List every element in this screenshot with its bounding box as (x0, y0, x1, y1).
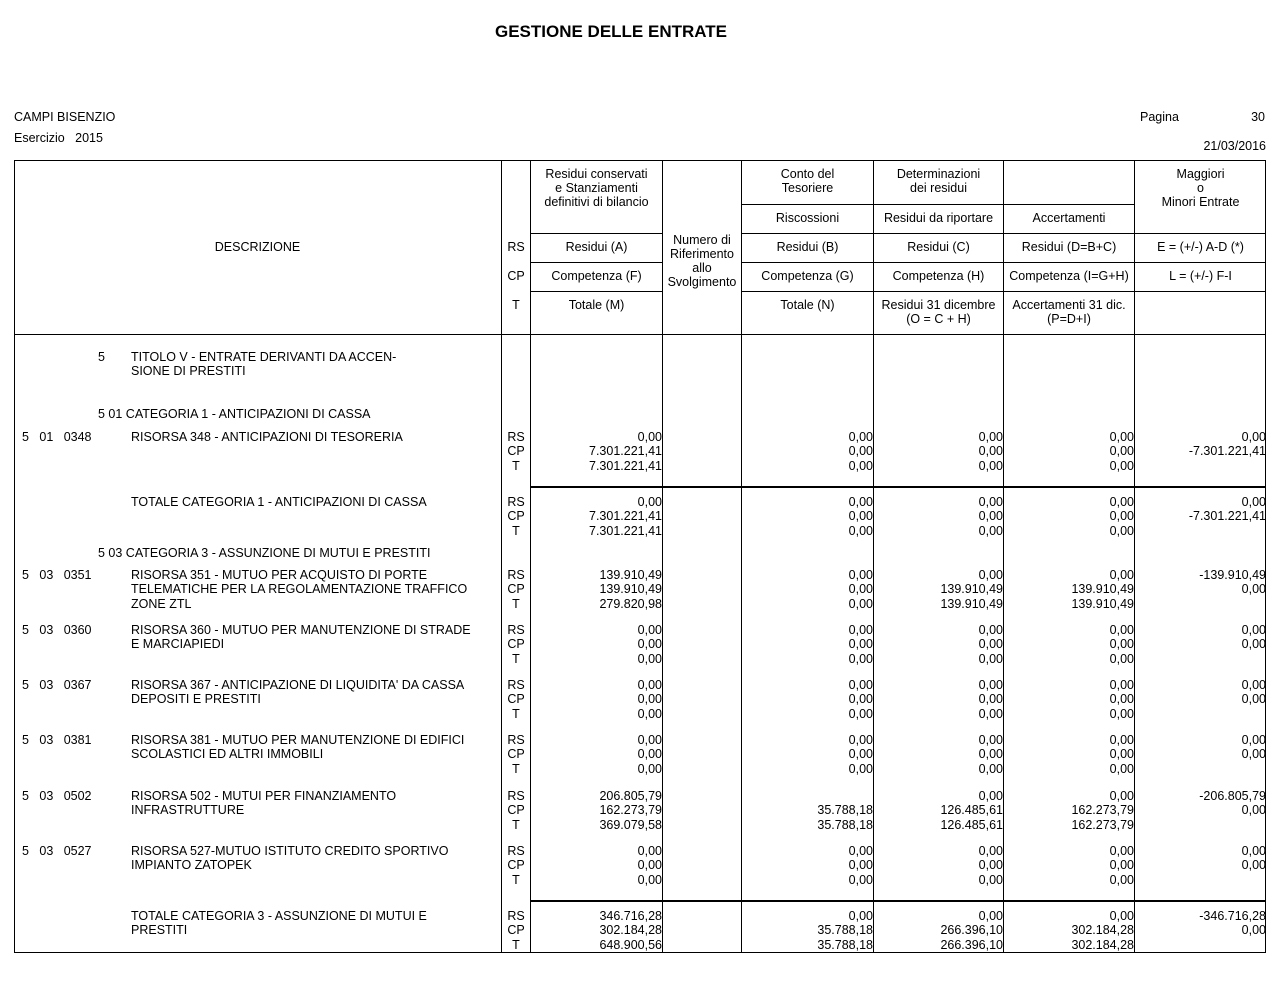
value-e-cp: 0,00 (1241, 692, 1266, 707)
value-d-rs: 0,00 (1109, 733, 1134, 747)
row-description: TELEMATICHE PER LA REGOLAMENTAZIONE TRAFFICO (131, 582, 468, 597)
value-a-t: 369.079,58 (599, 817, 662, 832)
value-a-cp: 7.301.221,41 (589, 509, 662, 524)
header-col-d-cp: Competenza (I=G+H) (1009, 269, 1129, 283)
value-b-rs: 0,00 (848, 568, 873, 582)
value-d-rs: 0,00 (1109, 568, 1134, 582)
value-c-rs: 0,00 (978, 568, 1003, 582)
value-b-cp: 0,00 (848, 444, 873, 459)
value-d-t: 0,00 (1109, 523, 1134, 538)
value-b-cp: 0,00 (848, 582, 873, 597)
row-type-t: T (512, 523, 520, 538)
value-c-cp: 0,00 (978, 509, 1003, 524)
value-a-cp: 0,00 (637, 747, 662, 762)
header-line: Tesoriere (781, 181, 834, 195)
header-col-d-t (1004, 298, 1134, 326)
value-b-cp: 35.788,18 (817, 923, 873, 938)
row-code: 5 03 0351 (22, 568, 92, 582)
value-c-rs: 0,00 (978, 733, 1003, 747)
value-d-t: 0,00 (1109, 458, 1134, 473)
row-type-cp: CP (507, 582, 525, 597)
value-a-t: 0,00 (637, 651, 662, 666)
row-description: DEPOSITI E PRESTITI (131, 692, 261, 707)
category-1-heading: 5 01 CATEGORIA 1 - ANTICIPAZIONI DI CASSA (98, 407, 371, 421)
value-b-cp: 0,00 (848, 747, 873, 762)
row-description: RISORSA 381 - MUTUO PER MANUTENZIONE DI EDIFICI (131, 733, 465, 747)
value-d-rs: 0,00 (1109, 623, 1134, 637)
esercizio-label: Esercizio (14, 131, 65, 145)
value-e-rs: -206.805,79 (1199, 789, 1266, 803)
value-d-cp: 0,00 (1109, 747, 1134, 762)
header-col-b-sub: Riscossioni (775, 211, 840, 225)
value-c-rs: 0,00 (978, 909, 1003, 923)
header-divider (742, 204, 1134, 205)
header-col-a-cp: Competenza (F) (551, 269, 642, 283)
row-description: RISORSA 351 - MUTUO PER ACQUISTO DI PORTE (131, 568, 428, 582)
value-d-t: 0,00 (1109, 706, 1134, 721)
value-c-rs: 0,00 (978, 678, 1003, 692)
header-line: Accertamenti 31 dic. (1012, 298, 1126, 312)
value-b-t: 35.788,18 (817, 937, 873, 952)
value-b-t: 0,00 (848, 596, 873, 611)
value-a-rs: 0,00 (637, 430, 662, 444)
titolo-line: TITOLO V - ENTRATE DERIVANTI DA ACCEN- (131, 350, 397, 364)
value-a-t: 7.301.221,41 (589, 458, 662, 473)
value-b-rs: 0,00 (848, 495, 873, 509)
row-description: RISORSA 360 - MUTUO PER MANUTENZIONE DI STRADE (131, 623, 471, 637)
header-rs: RS (507, 240, 525, 254)
row-type-t: T (512, 761, 520, 776)
row-description: IMPIANTO ZATOPEK (131, 858, 252, 873)
value-d-rs: 0,00 (1109, 789, 1134, 803)
value-a-cp: 162.273,79 (599, 803, 662, 818)
titolo-line: SIONE DI PRESTITI (131, 364, 246, 379)
row-code: 5 03 0502 (22, 789, 92, 803)
row-type-rs: RS (507, 789, 525, 803)
value-c-cp: 0,00 (978, 444, 1003, 459)
value-a-cp: 7.301.221,41 (589, 444, 662, 459)
row-type-t: T (512, 817, 520, 832)
row-type-rs: RS (507, 568, 525, 582)
value-e-cp: -7.301.221,41 (1188, 509, 1266, 524)
row-code: 5 01 0348 (22, 430, 92, 444)
row-type-t: T (512, 706, 520, 721)
value-b-rs: 0,00 (848, 430, 873, 444)
value-d-rs: 0,00 (1109, 678, 1134, 692)
value-a-cp: 0,00 (637, 637, 662, 652)
value-a-rs: 206.805,79 (599, 789, 662, 803)
row-type-rs: RS (507, 430, 525, 444)
value-a-cp: 302.184,28 (599, 923, 662, 938)
header-col-e-cp: L = (+/-) F-I (1169, 269, 1232, 283)
value-d-rs: 0,00 (1109, 844, 1134, 858)
row-type-t: T (512, 872, 520, 887)
value-d-cp: 0,00 (1109, 858, 1134, 873)
row-type-cp: CP (507, 923, 525, 938)
value-d-cp: 139.910,49 (1071, 582, 1134, 597)
value-b-t: 0,00 (848, 523, 873, 538)
report-date: 21/03/2016 (1203, 139, 1266, 153)
value-b-t: 0,00 (848, 651, 873, 666)
header-line: Residui 31 dicembre (881, 298, 996, 312)
row-description: TOTALE CATEGORIA 1 - ANTICIPAZIONI DI CASSA (131, 495, 427, 509)
value-c-rs: 0,00 (978, 789, 1003, 803)
ente-name: CAMPI BISENZIO (14, 110, 116, 124)
value-c-t: 126.485,61 (940, 817, 1003, 832)
total-separator (531, 486, 1266, 488)
value-c-rs: 0,00 (978, 623, 1003, 637)
row-code: 5 03 0381 (22, 733, 92, 747)
value-c-cp: 126.485,61 (940, 803, 1003, 818)
header-col-a-rs: Residui (A) (565, 240, 628, 254)
value-b-rs: 0,00 (848, 909, 873, 923)
value-e-rs: -139.910,49 (1199, 568, 1266, 582)
value-b-t: 0,00 (848, 458, 873, 473)
esercizio (14, 131, 103, 145)
value-c-t: 0,00 (978, 523, 1003, 538)
report-title: GESTIONE DELLE ENTRATE (494, 22, 728, 41)
row-code: 5 03 0367 (22, 678, 92, 692)
titolo-text (131, 350, 396, 379)
row-type-t: T (512, 458, 520, 473)
row-description: SCOLASTICI ED ALTRI IMMOBILI (131, 747, 324, 762)
value-d-cp: 0,00 (1109, 444, 1134, 459)
row-description: RISORSA 348 - ANTICIPAZIONI DI TESORERIA (131, 430, 403, 444)
header-col-b-rs: Residui (B) (776, 240, 839, 254)
header-divider (531, 291, 662, 292)
header-col-b-cp: Competenza (G) (761, 269, 854, 283)
header-bottom-line (14, 334, 1266, 335)
header-line: (P=D+I) (1047, 312, 1091, 326)
row-type-rs: RS (507, 623, 525, 637)
value-a-t: 0,00 (637, 706, 662, 721)
esercizio-value: 2015 (75, 131, 103, 145)
header-divider (531, 262, 662, 263)
value-c-t: 0,00 (978, 872, 1003, 887)
header-col-c-t (874, 298, 1003, 326)
header-col-b-t: Totale (N) (780, 298, 835, 312)
row-type-cp: CP (507, 637, 525, 652)
row-description: INFRASTRUTTURE (131, 803, 245, 818)
value-d-t: 302.184,28 (1071, 937, 1134, 952)
row-type-rs: RS (507, 495, 525, 509)
total-separator (531, 900, 1266, 902)
row-type-cp: CP (507, 803, 525, 818)
row-description: RISORSA 527-MUTUO ISTITUTO CREDITO SPORTIVO (131, 844, 449, 858)
value-b-rs: 0,00 (848, 733, 873, 747)
value-c-cp: 266.396,10 (940, 923, 1003, 938)
value-a-rs: 0,00 (637, 733, 662, 747)
value-a-rs: 346.716,28 (599, 909, 662, 923)
header-line: allo (692, 261, 712, 275)
header-descrizione: DESCRIZIONE (214, 240, 301, 254)
header-cp: CP (507, 269, 525, 283)
value-b-rs: 0,00 (848, 678, 873, 692)
row-type-cp: CP (507, 692, 525, 707)
page-number: 30 (1251, 110, 1265, 124)
value-c-rs: 0,00 (978, 430, 1003, 444)
value-c-t: 0,00 (978, 458, 1003, 473)
value-b-t: 0,00 (848, 872, 873, 887)
value-e-rs: 0,00 (1241, 678, 1266, 692)
header-divider (742, 262, 1265, 263)
value-a-cp: 139.910,49 (599, 582, 662, 597)
value-c-t: 266.396,10 (940, 937, 1003, 952)
value-d-t: 139.910,49 (1071, 596, 1134, 611)
header-divider (531, 233, 662, 234)
value-e-cp: 0,00 (1241, 747, 1266, 762)
row-type-cp: CP (507, 747, 525, 762)
row-type-rs: RS (507, 844, 525, 858)
value-e-rs: 0,00 (1241, 430, 1266, 444)
value-d-t: 0,00 (1109, 761, 1134, 776)
value-e-cp: 0,00 (1241, 637, 1266, 652)
header-line: Maggiori (1176, 167, 1225, 181)
header-col-c-rs: Residui (C) (907, 240, 970, 254)
value-e-rs: 0,00 (1241, 733, 1266, 747)
header-line: Residui conservati (545, 167, 648, 181)
value-c-t: 139.910,49 (940, 596, 1003, 611)
header-line: Numero di (673, 233, 731, 247)
row-description: E MARCIAPIEDI (131, 637, 225, 652)
header-line: Riferimento (670, 247, 734, 261)
value-a-t: 279.820,98 (599, 596, 662, 611)
row-type-rs: RS (507, 733, 525, 747)
header-line: dei residui (910, 181, 967, 195)
value-e-cp: 0,00 (1241, 803, 1266, 818)
header-col-e-top (1135, 167, 1266, 209)
value-a-rs: 0,00 (637, 495, 662, 509)
value-c-t: 0,00 (978, 761, 1003, 776)
value-e-rs: 0,00 (1241, 623, 1266, 637)
value-a-cp: 0,00 (637, 858, 662, 873)
value-c-t: 0,00 (978, 706, 1003, 721)
page-label: Pagina (1140, 110, 1179, 124)
value-b-rs: 0,00 (848, 623, 873, 637)
value-a-rs: 139.910,49 (599, 568, 662, 582)
value-a-rs: 0,00 (637, 678, 662, 692)
value-a-t: 648.900,56 (599, 937, 662, 952)
header-divider (742, 291, 1265, 292)
row-description: RISORSA 502 - MUTUI PER FINANZIAMENTO (131, 789, 397, 803)
value-d-t: 0,00 (1109, 872, 1134, 887)
value-a-cp: 0,00 (637, 692, 662, 707)
header-line: Minori Entrate (1161, 195, 1240, 209)
value-d-cp: 302.184,28 (1071, 923, 1134, 938)
value-d-rs: 0,00 (1109, 430, 1134, 444)
value-e-rs: 0,00 (1241, 844, 1266, 858)
header-line: o (1197, 181, 1204, 195)
value-e-rs: -346.716,28 (1199, 909, 1266, 923)
row-type-rs: RS (507, 678, 525, 692)
header-divider (742, 233, 1265, 234)
value-b-t: 0,00 (848, 706, 873, 721)
value-e-cp: 0,00 (1241, 923, 1266, 938)
row-code: 5 03 0360 (22, 623, 92, 637)
value-c-cp: 0,00 (978, 692, 1003, 707)
row-description: TOTALE CATEGORIA 3 - ASSUNZIONE DI MUTUI E (131, 909, 427, 923)
header-line: Determinazioni (896, 167, 981, 181)
value-a-rs: 0,00 (637, 844, 662, 858)
value-c-cp: 0,00 (978, 858, 1003, 873)
value-d-cp: 0,00 (1109, 509, 1134, 524)
header-col-d-sub: Accertamenti (1032, 211, 1106, 225)
header-col-e-rs: E = (+/-) A-D (*) (1157, 240, 1244, 254)
value-b-cp: 35.788,18 (817, 803, 873, 818)
header-t: T (512, 298, 520, 312)
header-col-c-sub: Residui da riportare (883, 211, 994, 225)
row-description: ZONE ZTL (131, 596, 192, 611)
value-d-rs: 0,00 (1109, 495, 1134, 509)
header-line: Svolgimento (667, 275, 737, 289)
header-line: e Stanziamenti (555, 181, 638, 195)
row-code: 5 03 0527 (22, 844, 92, 858)
value-e-cp: 0,00 (1241, 858, 1266, 873)
value-c-cp: 0,00 (978, 637, 1003, 652)
value-d-t: 0,00 (1109, 651, 1134, 666)
row-type-cp: CP (507, 858, 525, 873)
value-c-t: 0,00 (978, 651, 1003, 666)
titolo-code: 5 (98, 350, 105, 364)
value-b-cp: 0,00 (848, 692, 873, 707)
value-d-rs: 0,00 (1109, 909, 1134, 923)
header-line: definitivi di bilancio (544, 195, 649, 209)
category-3-heading: 5 03 CATEGORIA 3 - ASSUNZIONE DI MUTUI E PRESTITI (98, 546, 431, 560)
row-type-cp: CP (507, 509, 525, 524)
header-col-d-rs: Residui (D=B+C) (1021, 240, 1117, 254)
value-b-rs: 0,00 (848, 844, 873, 858)
value-b-t: 0,00 (848, 761, 873, 776)
value-b-t: 35.788,18 (817, 817, 873, 832)
row-description: RISORSA 367 - ANTICIPAZIONE DI LIQUIDITA' DA CASSA (131, 678, 465, 692)
value-a-t: 0,00 (637, 872, 662, 887)
value-a-t: 0,00 (637, 761, 662, 776)
header-col-a-t: Totale (M) (568, 298, 625, 312)
row-type-t: T (512, 596, 520, 611)
value-c-rs: 0,00 (978, 495, 1003, 509)
row-type-cp: CP (507, 444, 525, 459)
value-d-t: 162.273,79 (1071, 817, 1134, 832)
value-d-cp: 0,00 (1109, 692, 1134, 707)
header-col-c-top (874, 167, 1003, 195)
header-numero-rif (663, 233, 741, 289)
value-a-t: 7.301.221,41 (589, 523, 662, 538)
value-c-cp: 139.910,49 (940, 582, 1003, 597)
value-e-cp: -7.301.221,41 (1188, 444, 1266, 459)
value-a-rs: 0,00 (637, 623, 662, 637)
value-e-rs: 0,00 (1241, 495, 1266, 509)
value-d-cp: 162.273,79 (1071, 803, 1134, 818)
header-col-c-cp: Competenza (H) (892, 269, 985, 283)
header-line: (O = C + H) (906, 312, 971, 326)
value-c-rs: 0,00 (978, 844, 1003, 858)
value-e-cp: 0,00 (1241, 582, 1266, 597)
value-b-cp: 0,00 (848, 858, 873, 873)
header-col-a-top (531, 167, 662, 209)
value-b-cp: 0,00 (848, 509, 873, 524)
row-type-t: T (512, 937, 520, 952)
header-col-b-top (742, 167, 873, 195)
row-type-rs: RS (507, 909, 525, 923)
row-type-t: T (512, 651, 520, 666)
row-description: PRESTITI (131, 923, 188, 938)
value-b-cp: 0,00 (848, 637, 873, 652)
value-d-cp: 0,00 (1109, 637, 1134, 652)
header-line: Conto del (780, 167, 835, 181)
value-c-cp: 0,00 (978, 747, 1003, 762)
